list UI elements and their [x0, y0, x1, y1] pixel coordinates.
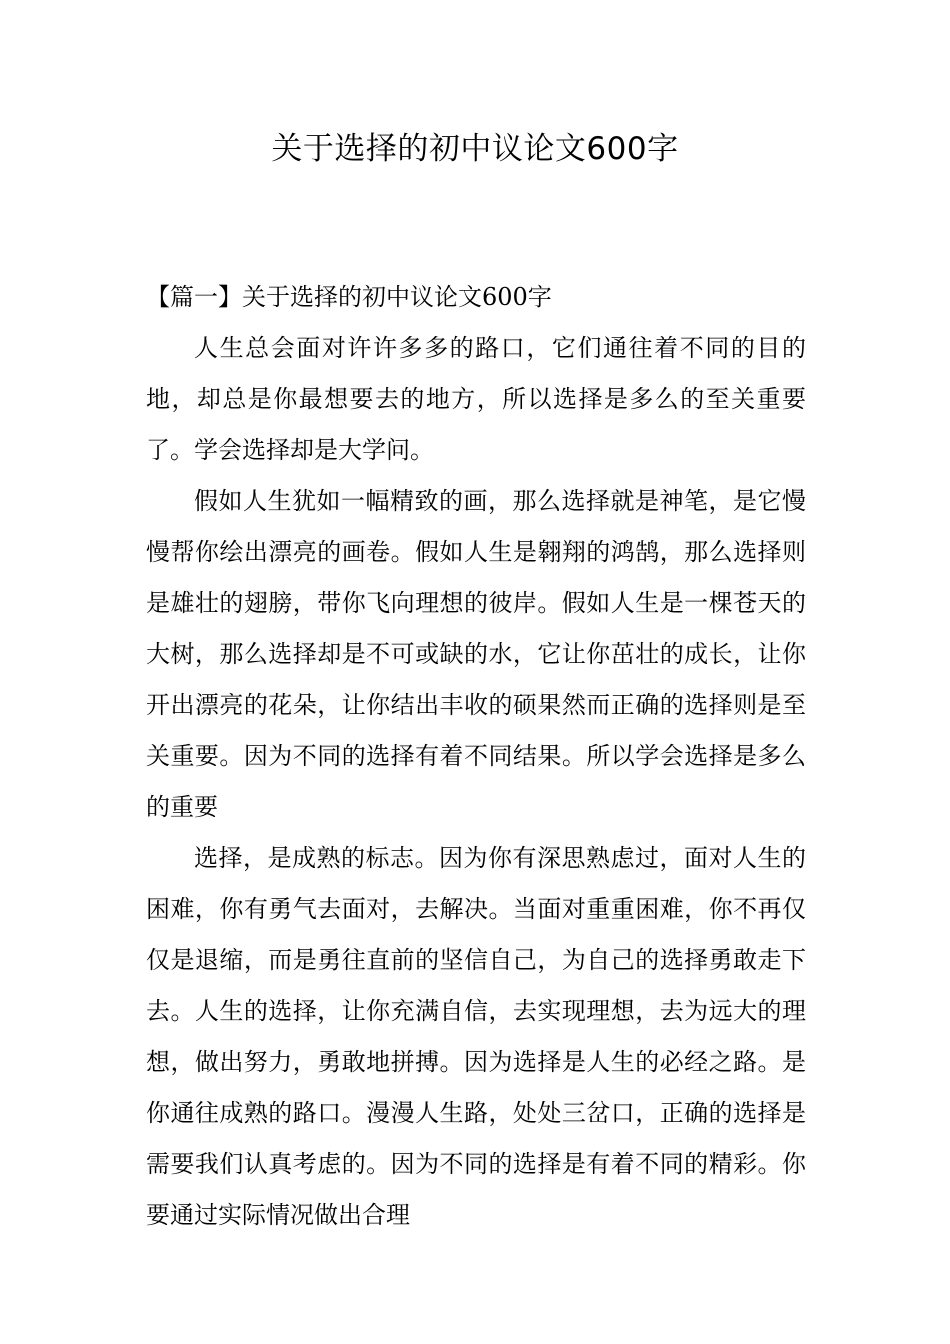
paragraph-2: 假如人生犹如一幅精致的画，那么选择就是神笔，是它慢慢帮你绘出漂亮的画卷。假如人生是翱翔的鸿鹄，那么选择则是雄壮的翅膀，带你飞向理想的彼岸。假如人生是一棵苍天的大树，那么选择却是不可或缺的水，它让你茁壮的成长，让你开出漂亮的花朵，让你结出丰收的硕果然而正确的选择则是至关重要。因为不同的选择有着不同结果。所以学会选择是多么的重要 — [146, 487, 806, 821]
document-title: 关于选择的初中议论文600字 — [271, 131, 679, 167]
paragraph-3: 选择，是成熟的标志。因为你有深思熟虑过，面对人生的困难，你有勇气去面对，去解决。当面对重重困难，你不再仅仅是退缩，而是勇往直前的坚信自己，为自己的选择勇敢走下去。人生的选择，让你充满自信，去实现理想，去为远大的理想，做出努力，勇敢地拼搏。因为选择是人生的必经之路。是你通往成熟的路口。漫漫人生路，处处三岔口，正确的选择是需要我们认真考虑的。因为不同的选择是有着不同的精彩。你要通过实际情况做出合理 — [146, 844, 806, 1229]
document-body — [146, 272, 806, 1241]
paragraph-1: 人生总会面对许许多多的路口，它们通往着不同的目的地，却总是你最想要去的地方，所以选择是多么的至关重要了。学会选择却是大学问。 — [146, 334, 806, 464]
section-heading: 【篇一】关于选择的初中议论文600字 — [146, 283, 552, 311]
